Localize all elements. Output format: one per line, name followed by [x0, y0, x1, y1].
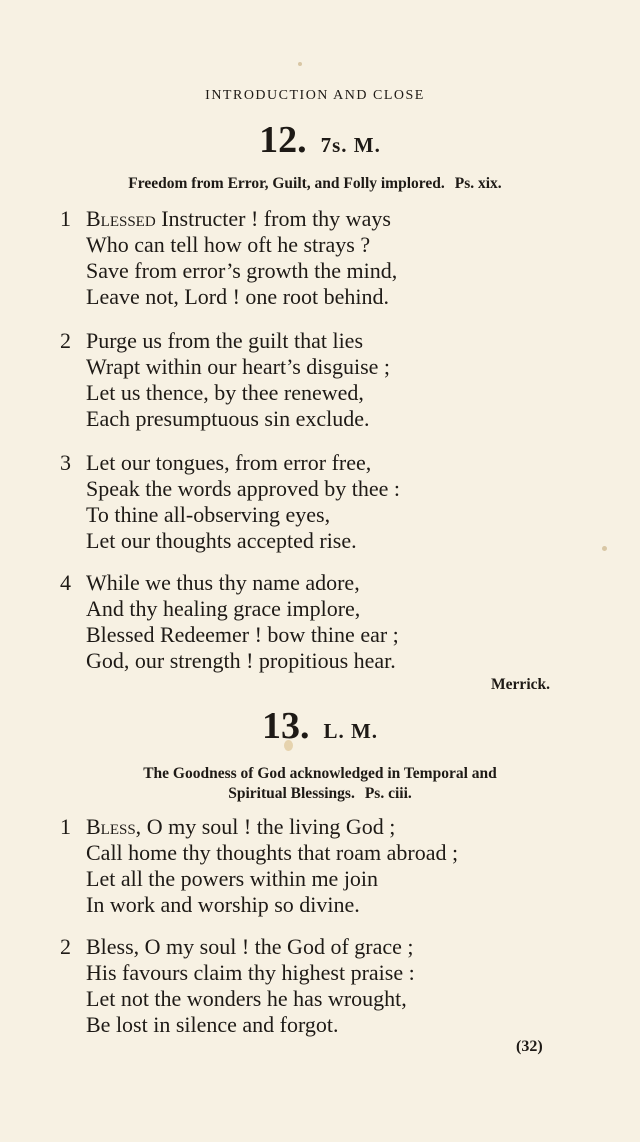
verse-line: Leave not, Lord ! one root behind. [86, 284, 390, 309]
first-word: Bless, [86, 814, 142, 839]
hymn-13-stanza-1 [60, 814, 458, 918]
scripture-reference: Ps. xix. [454, 175, 502, 192]
running-head: INTRODUCTION AND CLOSE [205, 88, 425, 103]
verse-line: In work and worship so divine. [86, 892, 360, 917]
verse-line: Call home thy thoughts that roam abroad ; [86, 840, 459, 865]
verse-line: Each presumptuous sin exclude. [86, 406, 370, 431]
subject-text-line2: Spiritual Blessings. Ps. ciii. [228, 785, 412, 802]
subject-text: The Goodness of God acknowledged in Temporal and [143, 765, 497, 782]
verse-line: Let us thence, by thee renewed, [86, 380, 364, 405]
verse-line: Let our thoughts accepted rise. [86, 528, 357, 553]
verse-line: To thine all-observing eyes, [86, 502, 331, 527]
hymn-13-heading [0, 704, 640, 748]
verse-line: 3 Let our tongues, from error free, [60, 450, 372, 475]
hymn-12-heading [0, 118, 640, 162]
verse-line: 1 Bless, O my soul ! the living God ; [60, 814, 396, 839]
scripture-reference: Ps. ciii. [364, 785, 412, 802]
verse-line: 2 Purge us from the guilt that lies [60, 328, 364, 353]
verse-line: Be lost in silence and forgot. [86, 1012, 339, 1037]
verse-line: 2 Bless, O my soul ! the God of grace ; [60, 934, 414, 959]
paper-speck [298, 62, 302, 66]
hymn-12-stanza-3 [60, 450, 400, 554]
hymn-12-stanza-2 [60, 328, 390, 432]
stanza-number: 3 [60, 450, 71, 475]
subject-text: Freedom from Error, Guilt, and Folly implored. [128, 175, 445, 192]
verse-line: Speak the words approved by thee : [86, 476, 401, 501]
hymn-meter: L. M. [323, 719, 379, 743]
hymn-12-subject [0, 174, 630, 194]
hymn-12-stanza-4 [60, 570, 399, 674]
stanza-number: 1 [60, 206, 71, 231]
stanza-number: 2 [60, 934, 71, 959]
hymn-12-stanza-1 [60, 206, 397, 310]
verse-line: Save from error’s growth the mind, [86, 258, 398, 283]
verse-line: 4 While we thus thy name adore, [60, 570, 360, 595]
verse-line: Blessed Redeemer ! bow thine ear ; [86, 622, 399, 647]
verse-line: God, our strength ! propitious hear. [86, 648, 396, 673]
verse-line: Let all the powers within me join [86, 866, 379, 891]
first-word: Blessed [86, 206, 156, 231]
stanza-number: 1 [60, 814, 71, 839]
stanza-number: 2 [60, 328, 71, 353]
hymn-13-subject [5, 764, 635, 804]
hymn-12-author: Merrick. [491, 676, 550, 693]
verse-line: Let not the wonders he has wrought, [86, 986, 407, 1011]
hymn-meter: 7s. M. [320, 133, 381, 157]
verse-line: Who can tell how oft he strays ? [86, 232, 371, 257]
verse-line: His favours claim thy highest praise : [86, 960, 415, 985]
stanza-number: 4 [60, 570, 71, 595]
hymn-number: 13. [261, 705, 310, 747]
verse-line: 1 Blessed Instructer ! from thy ways [60, 206, 391, 231]
verse-line: Wrapt within our heart’s disguise ; [86, 354, 391, 379]
hymn-number: 12. [259, 119, 307, 161]
hymn-13-stanza-2 [60, 934, 415, 1038]
paper-speck [602, 546, 607, 551]
page-number: (32) [516, 1038, 543, 1055]
verse-line: And thy healing grace implore, [86, 596, 361, 621]
